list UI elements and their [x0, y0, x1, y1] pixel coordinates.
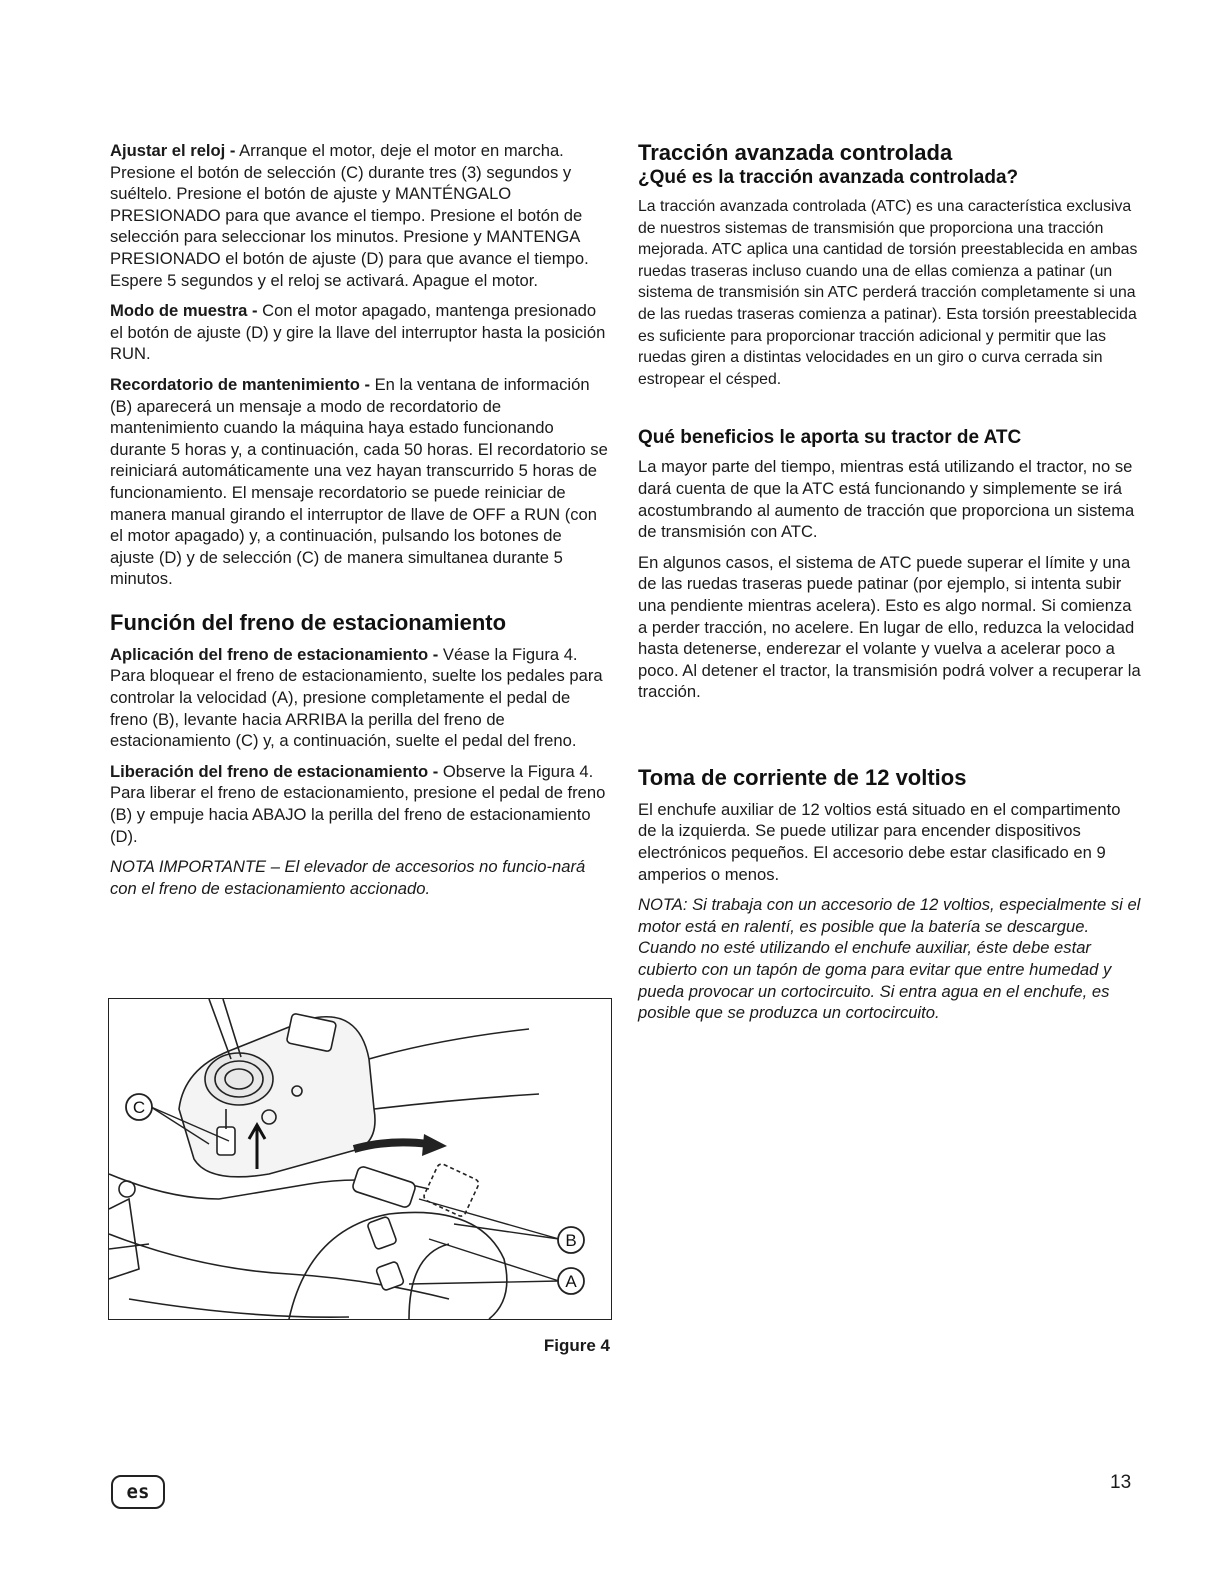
language-badge: es — [111, 1475, 165, 1509]
clock-text: Arranque el motor, deje el motor en marcha. Presione el botón de selección (C) durante tres (3) segundos y suéltelo. Presione el botón de ajuste y MANTÉNGALO PRESIONADO para que avance el tiempo. Presione el botón de selección para seleccionar los minutos. Presione y MANTENGA PRESIONADO el botón de ajuste (D) para que avance el tiempo. Espere 5 segundos y el reloj se activará. Apague el motor. — [110, 141, 589, 290]
power-outlet-paragraph: El enchufe auxiliar de 12 voltios está situado en el compartimento de la izquierda. Se puede utilizar para encender dispositivos electrónicos pequeños. El accesorio debe estar clasificado en 9 amperios o menos. — [638, 799, 1121, 884]
apply-brake-lead: Aplicación del freno de estacionamiento - — [110, 644, 439, 664]
parking-brake-heading: Función del freno de estacionamiento — [110, 609, 507, 635]
demo-mode-text: Con el motor apagado, mantenga presionado el botón de ajuste (D) y gire la llave del interruptor hasta la posición RUN. — [110, 301, 606, 364]
label-b: B — [565, 1231, 577, 1250]
apply-brake-paragraph — [110, 644, 610, 752]
atc-benefits-paragraph-1: La mayor parte del tiempo, mientras está utilizando el tractor, no se dará cuenta de que la ATC está funcionando y simplemente se irá acostumbrando al aumento de tracción que proporciona un sistema de transmisión con ATC. — [638, 457, 1135, 542]
figure-4-illustration — [108, 998, 612, 1320]
power-outlet-heading: Toma de corriente de 12 voltios — [638, 764, 967, 790]
atc-question-heading: ¿Qué es la tracción avanzada controlada? — [638, 167, 1019, 188]
release-brake-paragraph — [110, 761, 610, 847]
release-brake-text: Observe la Figura 4. Para liberar el freno de estacionamiento, presione el pedal de freno (B) y empuje hacia ABAJO la perilla del freno de estacionamiento (D). — [110, 761, 606, 846]
maintenance-lead: Recordatorio de mantenimiento - — [110, 374, 370, 394]
left-column — [110, 140, 610, 908]
important-note: NOTA IMPORTANTE – El elevador de accesorios no funcio-nará con el freno de estacionamiento accionado. — [110, 857, 586, 898]
atc-benefits-heading: Qué beneficios le aporta su tractor de ATC — [638, 427, 1022, 449]
tractor-illustration — [109, 999, 611, 1319]
apply-brake-text: Véase la Figura 4. Para bloquear el freno de estacionamiento, suelte los pedales para controlar la velocidad (A), presione completamente el pedal de freno (B), levante hacia ARRIBA la perilla del freno de estacionamiento (C) y, a continuación, suelte el pedal del freno. — [110, 644, 603, 751]
page-number: 13 — [1110, 1472, 1132, 1493]
demo-mode-lead: Modo de muestra - — [110, 301, 258, 321]
label-a: A — [565, 1272, 577, 1291]
label-c: C — [132, 1098, 146, 1117]
atc-description: La tracción avanzada controlada (ATC) es una característica exclusiva de nuestros sistemas de transmisión que proporciona una tracción mejorada. ATC aplica una cantidad de torsión preestablecida en ambas ruedas traseras incluso cuando una de ellas comienza a patinar (un sistema de transmisión sin ATC perderá tracción completamente si una de las ruedas traseras comienza a patinar). Esta torsión preestablecida es suficiente para proporcionar tracción adicional y permitir que las ruedas giren a distintas velocidades en un giro o curva cerrada sin estropear el césped. — [638, 198, 1138, 388]
figure-caption: Figure 4 — [543, 1336, 610, 1355]
clock-paragraph — [110, 140, 610, 291]
maintenance-text: En la ventana de información (B) aparecerá un mensaje a modo de recordatorio de mantenimiento cuando la máquina haya estado funcionando durante 5 horas y, a continuación, cada 50 horas. El recordatorio se reiniciará automáticamente una vez hayan transcurrido 5 horas de funcionamiento. El mensaje recordatorio se puede reiniciar de manera manual girando el interruptor de llave de OFF a RUN (con el motor apagado) y, a continuación, pulsando los botones de ajuste (D) y de selección (C) de manera simultanea durante 5 minutos. — [110, 374, 608, 589]
right-column — [638, 140, 1143, 1033]
power-outlet-note: NOTA: Si trabaja con un accesorio de 12 voltios, especialmente si el motor está en ralentí, es posible que la batería se descargue. Cuando no esté utilizando el enchufe auxiliar, éste debe estar cubierto con un tapón de goma para evitar que entre humedad y pueda provocar un cortocircuito. Si entra agua en el enchufe, es posible que se produzca un cortocircuito. — [638, 895, 1141, 1023]
atc-benefits-paragraph-2: En algunos casos, el sistema de ATC puede superar el límite y una de las ruedas traseras puede patinar (por ejemplo, si intenta subir una pendiente mientras acelera). Esto es algo normal. Si comienza a perder tracción, no acelere. En lugar de ello, reduzca la velocidad hasta detenerse, enderezar el volante y vuelva a acelerar poco a poco. Al detener el tractor, la transmisión podrá volver a recuperar la tracción. — [638, 552, 1141, 702]
maintenance-paragraph — [110, 374, 610, 590]
atc-heading: Tracción avanzada controlada — [638, 140, 953, 165]
demo-mode-paragraph — [110, 300, 610, 365]
clock-lead: Ajustar el reloj - — [110, 141, 236, 160]
release-brake-lead: Liberación del freno de estacionamiento - — [110, 761, 439, 781]
